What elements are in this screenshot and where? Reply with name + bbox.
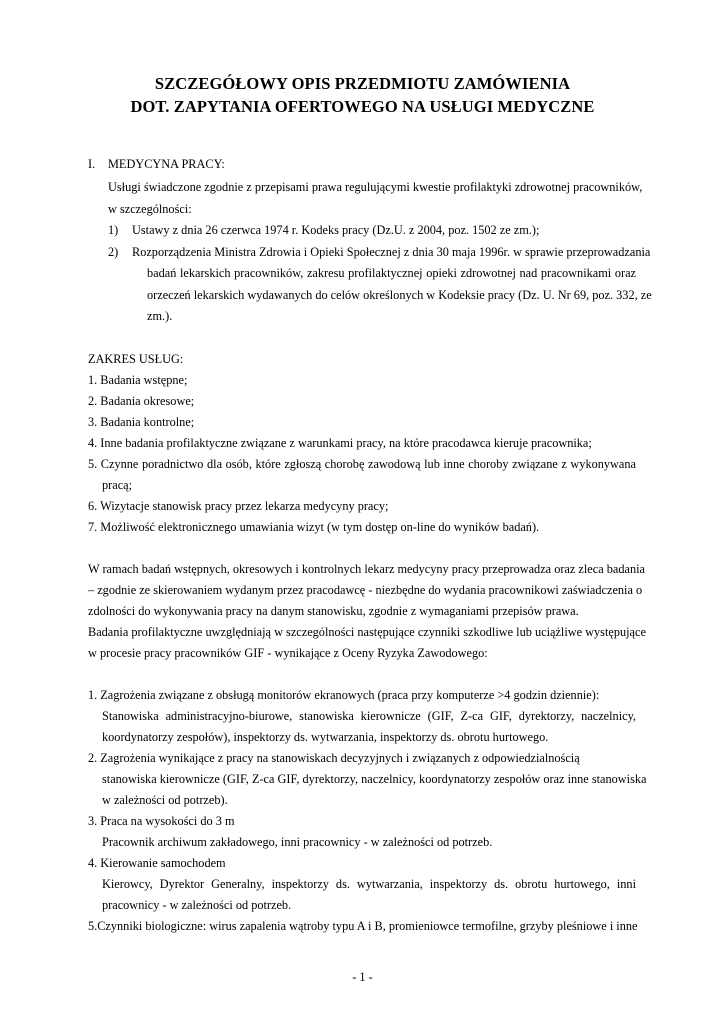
section-intro-line: Usługi świadczone zgodnie z przepisami prawa regulującymi kwestie profilaktyki zdrowotnej pracowników, (108, 180, 643, 194)
document-title-line-2: DOT. ZAPYTANIA OFERTOWEGO NA USŁUGI MEDYCZNE (130, 97, 595, 116)
paragraph-line: zdolności do wykonywania pracy na danym stanowisku, zgodnie z wymaganiami przepisów prawa. (88, 604, 579, 618)
risk-detail: koordynatorzy zespołów), inspektorzy ds. wytwarzania, inspektorzy ds. obrotu hurtowego. (102, 730, 549, 744)
section-intro-line: w szczególności: (108, 202, 192, 216)
scope-item: 1. Badania wstępne; (88, 373, 188, 387)
document-title-line-1: SZCZEGÓŁOWY OPIS PRZEDMIOTU ZAMÓWIENIA (154, 74, 571, 93)
section-heading: MEDYCYNA PRACY: (108, 157, 225, 171)
page-number: - 1 - (352, 970, 373, 984)
list-item-text: Ustawy z dnia 26 czerwca 1974 r. Kodeks pracy (Dz.U. z 2004, poz. 1502 ze zm.); (132, 223, 540, 237)
risk-detail: Pracownik archiwum zakładowego, inni pracownicy - w zależności od potrzeb. (102, 835, 493, 849)
risk-title: 3. Praca na wysokości do 3 m (88, 814, 235, 828)
scope-item: 6. Wizytacje stanowisk pracy przez lekarza medycyny pracy; (88, 499, 389, 513)
risk-title: 5.Czynniki biologiczne: wirus zapalenia wątroby typu A i B, promieniowce termofilne, grzyby pleśniowe i inne (88, 919, 638, 933)
risk-detail: pracownicy - w zależności od potrzeb. (102, 898, 292, 912)
paragraph-line: Badania profilaktyczne uwzględniają w szczególności następujące czynniki szkodliwe lub uciążliwe występujące (88, 625, 646, 639)
scope-item: 3. Badania kontrolne; (88, 415, 195, 429)
scope-item: pracą; (102, 478, 133, 492)
paragraph-line: W ramach badań wstępnych, okresowych i kontrolnych lekarz medycyny pracy przeprowadza oraz zleca badania (88, 562, 645, 576)
list-item-text: badań lekarskich pracowników, zakresu profilaktycznej opieki zdrowotnej nad pracownikami oraz (147, 266, 636, 280)
risk-title: 2. Zagrożenia wynikające z pracy na stanowiskach decyzyjnych i związanych z odpowiedzialnością (88, 751, 580, 765)
paragraph-line: w procesie pracy pracowników GIF - wynikające z Oceny Ryzyka Zawodowego: (88, 646, 488, 660)
section-number: I. (88, 157, 96, 171)
risk-detail: stanowiska kierownicze (GIF, Z-ca GIF, dyrektorzy, naczelnicy, koordynatorzy zespołów oraz inne stanowiska (102, 772, 647, 786)
scope-item: 5. Czynne poradnictwo dla osób, które zgłoszą chorobę zawodową lub inne choroby związane z wykonywana (88, 457, 636, 471)
list-item-number: 1) (108, 223, 119, 237)
scope-item: 4. Inne badania profilaktyczne związane z warunkami pracy, na które pracodawca kieruje pracownika; (88, 436, 592, 450)
risk-detail: w zależności od potrzeb). (102, 793, 228, 807)
scope-item: 7. Możliwość elektronicznego umawiania wizyt (w tym dostęp on-line do wyników badań). (88, 520, 540, 534)
risk-title: 4. Kierowanie samochodem (88, 856, 226, 870)
list-item-number: 2) (108, 245, 119, 259)
list-item-text: zm.). (147, 309, 173, 323)
scope-heading: ZAKRES USŁUG: (88, 352, 184, 366)
risk-detail: Kierowcy, Dyrektor Generalny, inspektorzy ds. wytwarzania, inspektorzy ds. obrotu hurtowego, inni (102, 877, 636, 891)
list-item-text: orzeczeń lekarskich wydawanych do celów określonych w Kodeksie pracy (Dz. U. Nr 69, poz. 332, ze (147, 288, 652, 302)
list-item-text: Rozporządzenia Ministra Zdrowia i Opieki Społecznej z dnia 30 maja 1996r. w sprawie przeprowadzania (132, 245, 651, 259)
scope-item: 2. Badania okresowe; (88, 394, 195, 408)
risk-title: 1. Zagrożenia związane z obsługą monitorów ekranowych (praca przy komputerze >4 godzin dziennie): (88, 688, 600, 702)
paragraph-line: – zgodnie ze skierowaniem wydanym przez pracodawcę - niezbędne do wydania pracownikowi zaświadczenia o (88, 583, 643, 597)
risk-detail: Stanowiska administracyjno-biurowe, stanowiska kierownicze (GIF, Z-ca GIF, dyrektorzy, naczelnicy, (102, 709, 636, 723)
